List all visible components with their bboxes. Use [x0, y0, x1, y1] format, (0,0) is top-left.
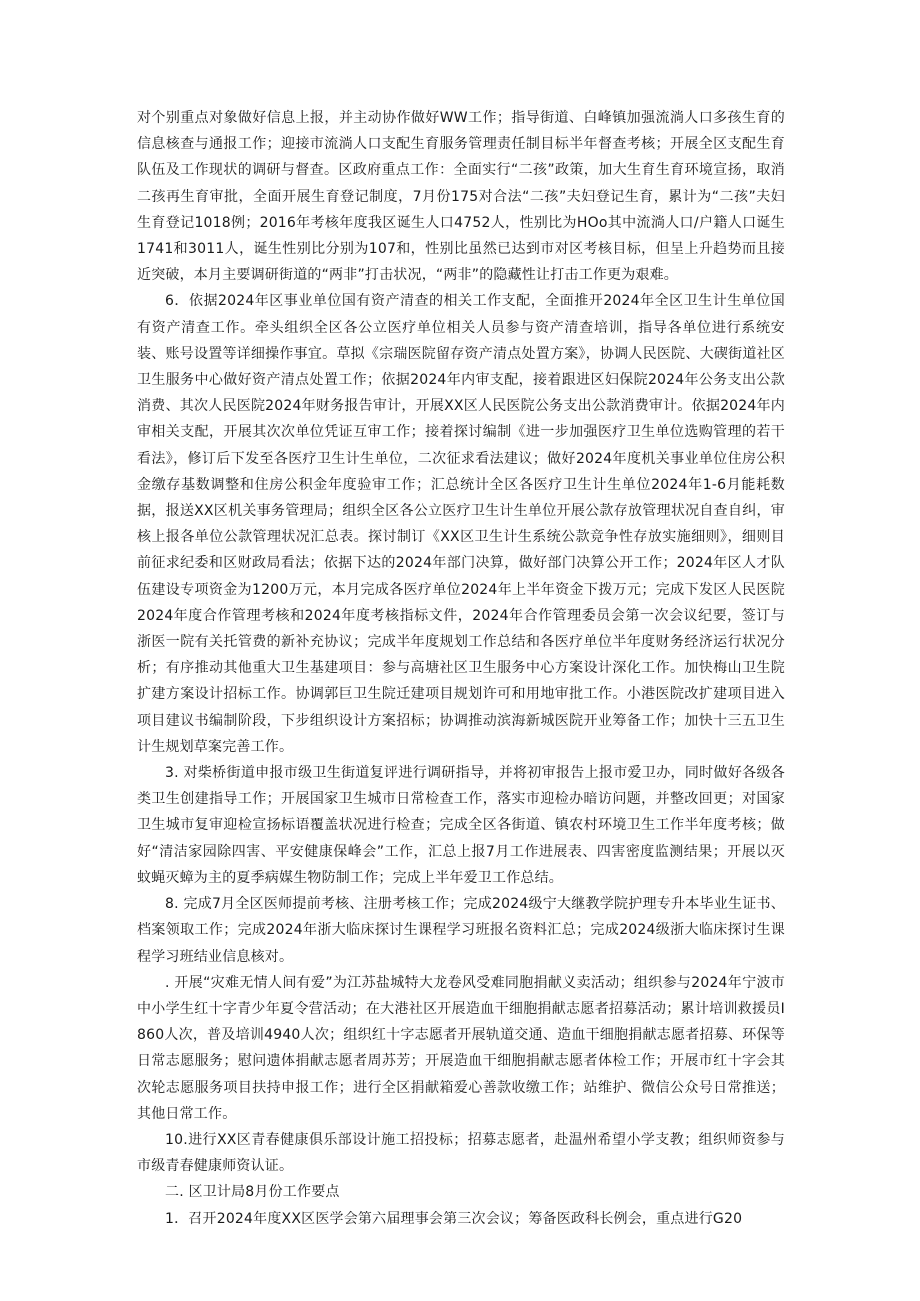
paragraph-continued: 对个别重点对象做好信息上报，并主动协作做好WW工作；指导街道、白峰镇加强流淌人口多孩生育的信息核查与通报工作；迎接市流淌人口支配生育服务管理责任制目标半年督查考核；开展全区支配生育队伍及工作现状的调研与督查。区政府重点工作：全面实行“二孩”政策，加大生育生育环境宣扬，取消二孩再生育审批，全面开展生育登记制度，7月份175对合法“二孩”夫妇登记生育，累计为“二孩”夫妇生育登记1018例；2016年考核年度我区诞生人口4752人，性别比为HOo其中流淌人口/户籍人口诞生1741和3011人，诞生性别比分别为107和，性别比虽然已达到市对区考核目标，但呈上升趋势而且接近突破，本月主要调研街道的“两非”打击状况，“两非”的隐藏性让打击工作更为艰难。 — [137, 110, 785, 284]
section-heading: 二. 区卫计局8月份工作要点 — [165, 1184, 340, 1201]
paragraph-item-3: 3. 对柴桥街道申报市级卫生街道复评进行调研指导，并将初审报告上报市爱卫办，同时做好各级各类卫生创建指导工作；开展国家卫生城市日常检查工作，落实市迎检办暗访问题，并整改回更；对国家卫生城市复审迎检宣扬标语覆盖状况进行检查；完成全区各街道、镇农村环境卫生工作半年度考核；做好“清洁家园除四害、平安健康保峰会”工作，汇总上报7月工作进展表、四害密度监测结果；开展以灭蚊蝇灭蟑为主的夏季病媒生物防制工作；完成上半年爱卫工作总结。 — [137, 765, 785, 886]
paragraph-item-8: 8. 完成7月全区医师提前考核、注册考核工作；完成2024级宁大继教学院护理专升本毕业生证书、档案领取工作；完成2024年浙大临床探讨生课程学习班报名资料汇总；完成2024级浙大临床探讨生课程学习班结业信息核对。 — [137, 896, 785, 965]
paragraph-item-1: 1．召开2024年度XX区医学会第六届理事会第三次会议；筹备医政科长例会，重点进行G20 — [165, 1210, 743, 1227]
document-body — [137, 105, 785, 1232]
paragraph-item-9: . 开展“灾难无情人间有爱”为江苏盐城特大龙卷风受难同胞捐献义卖活动；组织参与2024年宁波市中小学生红十字青少年夏令营活动；在大港社区开展造血干细胞捐献志愿者招募活动；累计培训救援员I860人次，普及培训4940人次；组织红十字志愿者开展轨道交通、造血干细胞捐献志愿者招募、环保等日常志愿服务；慰问遗体捐献志愿者周苏芳；开展造血干细胞捐献志愿者体检工作；开展市红十字会其次轮志愿服务项目扶持申报工作；进行全区捐献箱爱心善款收缴工作；站维护、微信公众号日常推送；其他日常工作。 — [137, 974, 785, 1122]
paragraph-item-6: 6．依据2024年区事业单位国有资产清查的相关工作支配，全面推开2024年全区卫生计生单位国有资产清查工作。牵头组织全区各公立医疗单位相关人员参与资产清查培训，指导各单位进行系统安装、账号设置等详细操作事宜。草拟《宗瑞医院留存资产清点处置方案》，协调人民医院、大碶街道社区卫生服务中心做好资产清点处置工作；依据2024年内审支配，接着跟进区妇保院2024年公务支出公款消费、其次人民医院2024年财务报告审计，开展XX区人民医院公务支出公款消费审计。依据2024年内审相关支配，开展其次次单位凭证互审工作；接着探讨编制《进一步加强医疗卫生单位选购管理的若干看法》，修订后下发至各医疗卫生计生单位，二次征求看法建议；做好2024年度机关事业单位住房公积金缴存基数调整和住房公积金年度验审工作；汇总统计全区各医疗卫生计生单位2024年1-6月能耗数据，报送XX区机关事务管理局；组织全区各公立医疗卫生计生单位开展公款存放管理状况自查自纠，审核上报各单位公款管理状况汇总表。探讨制订《XX区卫生计生系统公款竞争性存放实施细则》，细则目前征求纪委和区财政局看法；依据下达的2024年部门决算，做好部门决算公开工作；2024年区人才队伍建设专项资金为1200万元，本月完成各医疗单位2024年上半年资金下拨万元；完成下发区人民医院2024年度合作管理考核和2024年度考核指标文件，2024年合作管理委员会第一次会议纪要，签订与浙医一院有关托管费的新补充协议；完成半年度规划工作总结和各医疗单位半年度财务经济运行状况分析；有序推动其他重大卫生基建项目：参与高塘社区卫生服务中心方案设计深化工作。加快梅山卫生院扩建方案设计招标工作。协调郭巨卫生院迁建项目规划许可和用地审批工作。小港医院改扩建项目进入项目建议书编制阶段，下步组织设计方案招标；协调推动滨海新城医院开业筹备工作；加快十三五卫生计生规划草案完善工作。 — [137, 293, 785, 755]
paragraph-item-10: 10.进行XX区青春健康俱乐部设计施工招投标；招募志愿者，赴温州希望小学支教；组织师资参与市级青春健康师资认证。 — [137, 1131, 785, 1175]
